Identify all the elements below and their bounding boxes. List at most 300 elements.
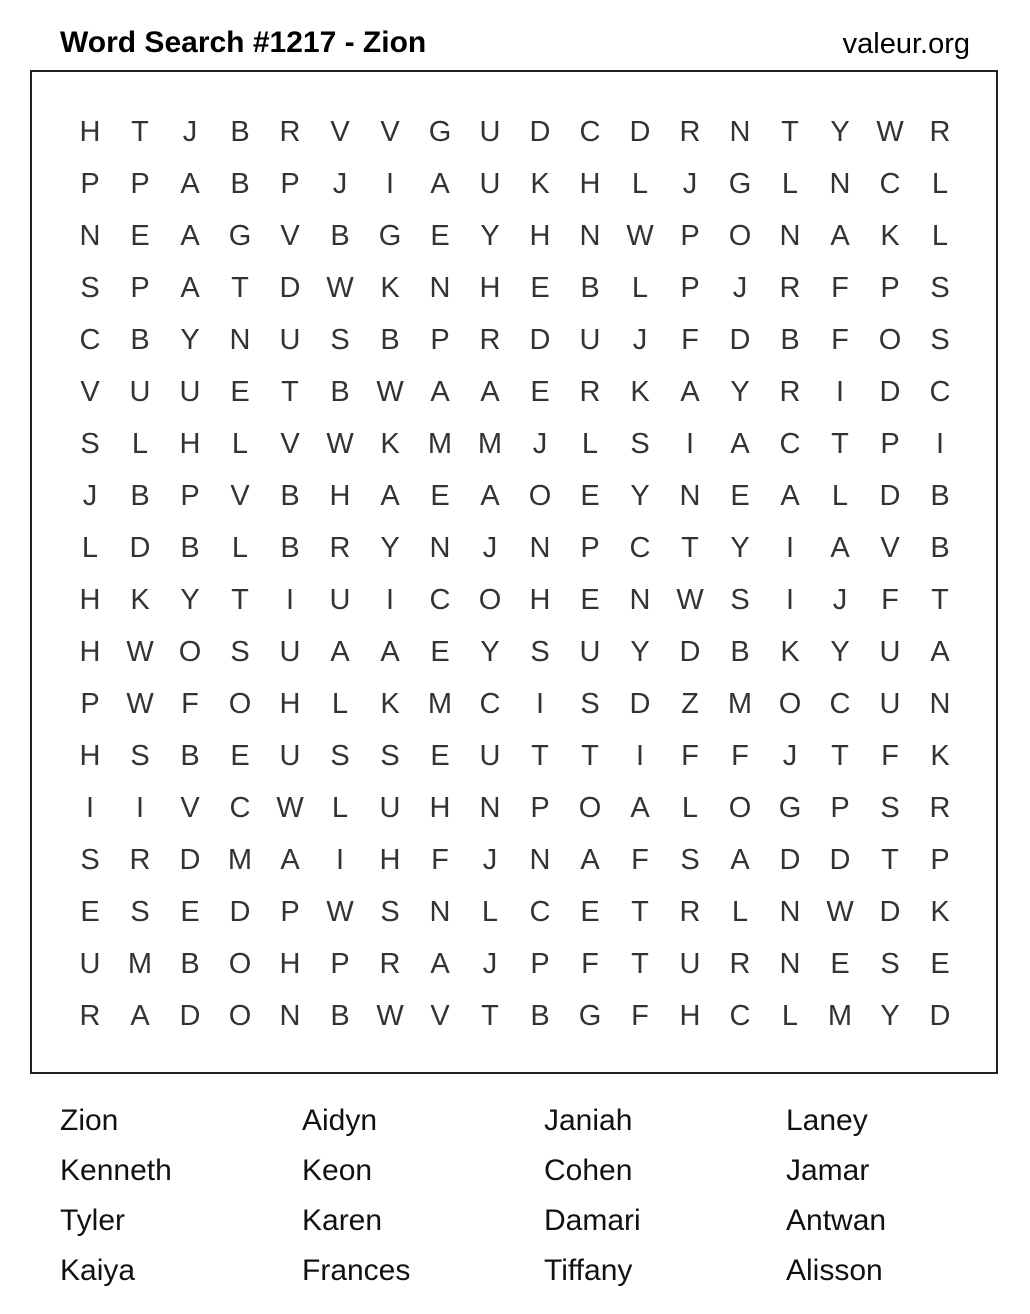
grid-cell: V bbox=[380, 116, 400, 148]
grid-cell: A bbox=[830, 220, 850, 252]
grid-cell: O bbox=[228, 948, 252, 980]
grid-cell: S bbox=[530, 636, 550, 668]
grid-cell: L bbox=[631, 272, 649, 304]
grid-cell: W bbox=[826, 896, 854, 928]
grid-cell: A bbox=[780, 480, 800, 512]
grid-cell: F bbox=[881, 584, 899, 616]
word-list-item: Kaiya bbox=[60, 1254, 136, 1287]
grid-cell: W bbox=[326, 272, 354, 304]
grid-cell: N bbox=[429, 272, 451, 304]
grid-cell: T bbox=[881, 844, 899, 876]
grid-cell: T bbox=[931, 584, 949, 616]
grid-cell: D bbox=[879, 480, 901, 512]
grid-cell: S bbox=[230, 636, 250, 668]
grid-cell: S bbox=[330, 324, 350, 356]
grid-cell: D bbox=[529, 324, 551, 356]
grid-cell: N bbox=[929, 688, 951, 720]
grid-cell: W bbox=[876, 116, 904, 148]
grid-cell: I bbox=[535, 688, 545, 720]
grid-cell: E bbox=[130, 220, 150, 252]
grid-cell: I bbox=[935, 428, 945, 460]
word-list-item: Aidyn bbox=[302, 1104, 378, 1137]
word-list-item: Jamar bbox=[786, 1154, 870, 1187]
grid-cell: U bbox=[479, 740, 501, 772]
grid-cell: J bbox=[532, 428, 548, 460]
grid-cell: W bbox=[126, 636, 154, 668]
grid-cell: W bbox=[326, 428, 354, 460]
grid-cell: B bbox=[130, 324, 150, 356]
grid-cell: P bbox=[280, 896, 300, 928]
grid-cell: E bbox=[230, 376, 250, 408]
grid-cell: E bbox=[830, 948, 850, 980]
letter-grid bbox=[65, 106, 965, 1042]
grid-cell: N bbox=[629, 584, 651, 616]
grid-cell: T bbox=[631, 948, 649, 980]
word-list-item: Antwan bbox=[786, 1204, 887, 1237]
grid-cell: J bbox=[782, 740, 798, 772]
word-list bbox=[60, 1096, 1028, 1296]
grid-cell: A bbox=[180, 168, 200, 200]
grid-cell: W bbox=[126, 688, 154, 720]
grid-cell: S bbox=[680, 844, 700, 876]
grid-cell: Y bbox=[380, 532, 400, 564]
word-list-item: Kenneth bbox=[60, 1154, 172, 1187]
grid-cell: F bbox=[731, 740, 749, 772]
grid-cell: L bbox=[331, 792, 349, 824]
grid-cell: U bbox=[79, 948, 101, 980]
grid-cell: K bbox=[930, 740, 950, 772]
grid-cell: B bbox=[330, 220, 350, 252]
site-name: valeur.org bbox=[842, 28, 970, 60]
grid-cell: E bbox=[230, 740, 250, 772]
grid-cell: E bbox=[580, 584, 600, 616]
grid-cell: G bbox=[578, 1000, 602, 1032]
grid-cell: B bbox=[230, 168, 250, 200]
grid-cell: I bbox=[785, 584, 795, 616]
grid-cell: B bbox=[930, 532, 950, 564]
grid-cell: S bbox=[930, 324, 950, 356]
grid-cell: L bbox=[581, 428, 599, 460]
grid-cell: I bbox=[385, 584, 395, 616]
grid-cell: G bbox=[428, 116, 452, 148]
grid-cell: U bbox=[279, 324, 301, 356]
grid-cell: T bbox=[581, 740, 599, 772]
grid-cell: H bbox=[79, 584, 101, 616]
grid-cell: T bbox=[231, 584, 249, 616]
grid-cell: O bbox=[228, 688, 252, 720]
grid-cell: O bbox=[478, 584, 502, 616]
grid-cell: J bbox=[832, 584, 848, 616]
grid-cell: M bbox=[127, 948, 153, 980]
grid-cell: L bbox=[481, 896, 499, 928]
grid-cell: P bbox=[330, 948, 350, 980]
grid-cell: H bbox=[79, 740, 101, 772]
grid-cell: C bbox=[879, 168, 901, 200]
grid-cell: E bbox=[180, 896, 200, 928]
grid-cell: L bbox=[781, 168, 799, 200]
grid-cell: H bbox=[79, 116, 101, 148]
grid-cell: U bbox=[879, 688, 901, 720]
grid-cell: Y bbox=[830, 636, 850, 668]
grid-cell: O bbox=[578, 792, 602, 824]
grid-cell: U bbox=[279, 740, 301, 772]
grid-cell: F bbox=[581, 948, 599, 980]
grid-cell: E bbox=[430, 636, 450, 668]
grid-cell: P bbox=[680, 220, 700, 252]
grid-cell: K bbox=[380, 428, 400, 460]
grid-cell: I bbox=[135, 792, 145, 824]
grid-cell: N bbox=[429, 896, 451, 928]
grid-cell: U bbox=[579, 324, 601, 356]
grid-cell: E bbox=[530, 376, 550, 408]
grid-cell: N bbox=[529, 844, 551, 876]
grid-cell: D bbox=[879, 896, 901, 928]
grid-cell: A bbox=[430, 168, 450, 200]
grid-cell: F bbox=[681, 324, 699, 356]
grid-cell: U bbox=[279, 636, 301, 668]
grid-cell: B bbox=[930, 480, 950, 512]
grid-cell: R bbox=[679, 896, 701, 928]
grid-cell: U bbox=[479, 168, 501, 200]
grid-cell: V bbox=[280, 220, 300, 252]
grid-cell: C bbox=[829, 688, 851, 720]
word-list-item: Keon bbox=[302, 1154, 373, 1187]
grid-cell: H bbox=[579, 168, 601, 200]
grid-cell: N bbox=[579, 220, 601, 252]
grid-cell: Y bbox=[830, 116, 850, 148]
grid-cell: S bbox=[80, 272, 100, 304]
grid-cell: L bbox=[731, 896, 749, 928]
grid-cell: Y bbox=[180, 584, 200, 616]
grid-cell: P bbox=[80, 168, 100, 200]
grid-cell: N bbox=[729, 116, 751, 148]
grid-cell: N bbox=[679, 480, 701, 512]
grid-cell: J bbox=[482, 948, 498, 980]
grid-cell: W bbox=[676, 584, 704, 616]
grid-cell: G bbox=[728, 168, 752, 200]
grid-cell: D bbox=[279, 272, 301, 304]
grid-cell: S bbox=[730, 584, 750, 616]
grid-cell: T bbox=[281, 376, 299, 408]
grid-cell: S bbox=[380, 896, 400, 928]
grid-cell: W bbox=[326, 896, 354, 928]
grid-cell: F bbox=[681, 740, 699, 772]
grid-cell: S bbox=[130, 740, 150, 772]
grid-cell: C bbox=[779, 428, 801, 460]
grid-cell: P bbox=[830, 792, 850, 824]
grid-cell: H bbox=[529, 220, 551, 252]
grid-cell: D bbox=[179, 844, 201, 876]
grid-cell: P bbox=[130, 168, 150, 200]
grid-cell: M bbox=[427, 688, 453, 720]
grid-cell: O bbox=[228, 1000, 252, 1032]
grid-cell: P bbox=[580, 532, 600, 564]
grid-cell: E bbox=[80, 896, 100, 928]
grid-cell: K bbox=[130, 584, 150, 616]
grid-cell: F bbox=[181, 688, 199, 720]
grid-cell: A bbox=[380, 480, 400, 512]
grid-cell: W bbox=[626, 220, 654, 252]
grid-cell: S bbox=[130, 896, 150, 928]
grid-cell: R bbox=[929, 116, 951, 148]
grid-cell: B bbox=[230, 116, 250, 148]
grid-cell: K bbox=[880, 220, 900, 252]
grid-cell: K bbox=[380, 688, 400, 720]
grid-cell: P bbox=[180, 480, 200, 512]
grid-cell: U bbox=[179, 376, 201, 408]
word-list-item: Zion bbox=[60, 1104, 119, 1137]
grid-cell: K bbox=[780, 636, 800, 668]
grid-cell: I bbox=[635, 740, 645, 772]
grid-cell: N bbox=[479, 792, 501, 824]
grid-cell: B bbox=[130, 480, 150, 512]
grid-cell: P bbox=[880, 272, 900, 304]
grid-cell: D bbox=[229, 896, 251, 928]
grid-cell: B bbox=[380, 324, 400, 356]
grid-cell: N bbox=[429, 532, 451, 564]
grid-cell: S bbox=[630, 428, 650, 460]
grid-cell: S bbox=[880, 948, 900, 980]
grid-cell: O bbox=[728, 792, 752, 824]
word-list-item: Alisson bbox=[786, 1254, 883, 1287]
grid-cell: A bbox=[730, 844, 750, 876]
grid-cell: P bbox=[930, 844, 950, 876]
grid-cell: D bbox=[729, 324, 751, 356]
grid-cell: C bbox=[429, 584, 451, 616]
grid-cell: F bbox=[831, 272, 849, 304]
grid-cell: Z bbox=[681, 688, 699, 720]
grid-cell: L bbox=[681, 792, 699, 824]
grid-cell: P bbox=[880, 428, 900, 460]
grid-cell: T bbox=[681, 532, 699, 564]
grid-cell: L bbox=[231, 428, 249, 460]
grid-cell: U bbox=[129, 376, 151, 408]
grid-cell: A bbox=[130, 1000, 150, 1032]
grid-cell: C bbox=[229, 792, 251, 824]
grid-cell: B bbox=[180, 740, 200, 772]
grid-cell: Y bbox=[880, 1000, 900, 1032]
grid-cell: S bbox=[330, 740, 350, 772]
grid-cell: J bbox=[182, 116, 198, 148]
grid-cell: B bbox=[730, 636, 750, 668]
grid-cell: B bbox=[330, 1000, 350, 1032]
grid-cell: L bbox=[831, 480, 849, 512]
grid-cell: K bbox=[530, 168, 550, 200]
grid-cell: E bbox=[430, 480, 450, 512]
grid-cell: O bbox=[778, 688, 802, 720]
grid-cell: I bbox=[835, 376, 845, 408]
grid-cell: C bbox=[629, 532, 651, 564]
grid-cell: A bbox=[580, 844, 600, 876]
grid-cell: T bbox=[781, 116, 799, 148]
grid-cell: N bbox=[779, 948, 801, 980]
grid-cell: P bbox=[130, 272, 150, 304]
grid-cell: A bbox=[630, 792, 650, 824]
grid-cell: P bbox=[680, 272, 700, 304]
grid-cell: P bbox=[530, 948, 550, 980]
grid-cell: V bbox=[430, 1000, 450, 1032]
grid-cell: E bbox=[580, 896, 600, 928]
grid-cell: V bbox=[330, 116, 350, 148]
grid-cell: I bbox=[85, 792, 95, 824]
grid-cell: C bbox=[579, 116, 601, 148]
grid-cell: M bbox=[477, 428, 503, 460]
grid-cell: D bbox=[629, 116, 651, 148]
word-list-item: Tyler bbox=[60, 1204, 126, 1237]
grid-cell: R bbox=[929, 792, 951, 824]
grid-cell: R bbox=[329, 532, 351, 564]
grid-cell: L bbox=[631, 168, 649, 200]
grid-cell: L bbox=[81, 532, 99, 564]
grid-cell: Y bbox=[630, 480, 650, 512]
grid-cell: E bbox=[430, 740, 450, 772]
word-list-item: Tiffany bbox=[544, 1254, 633, 1287]
grid-cell: N bbox=[779, 220, 801, 252]
grid-cell: S bbox=[80, 844, 100, 876]
grid-cell: H bbox=[679, 1000, 701, 1032]
grid-cell: E bbox=[580, 480, 600, 512]
grid-cell: B bbox=[180, 532, 200, 564]
grid-cell: B bbox=[180, 948, 200, 980]
grid-cell: R bbox=[279, 116, 301, 148]
grid-cell: M bbox=[427, 428, 453, 460]
grid-cell: F bbox=[881, 740, 899, 772]
grid-cell: Y bbox=[630, 636, 650, 668]
grid-cell: A bbox=[430, 948, 450, 980]
grid-cell: N bbox=[529, 532, 551, 564]
grid-cell: P bbox=[430, 324, 450, 356]
grid-cell: I bbox=[785, 532, 795, 564]
grid-cell: N bbox=[229, 324, 251, 356]
grid-cell: M bbox=[827, 1000, 853, 1032]
grid-cell: M bbox=[727, 688, 753, 720]
grid-cell: F bbox=[631, 1000, 649, 1032]
grid-cell: P bbox=[530, 792, 550, 824]
grid-cell: R bbox=[129, 844, 151, 876]
page-title: Word Search #1217 - Zion bbox=[60, 26, 427, 59]
grid-cell: R bbox=[379, 948, 401, 980]
grid-cell: J bbox=[332, 168, 348, 200]
grid-cell: M bbox=[227, 844, 253, 876]
grid-cell: P bbox=[280, 168, 300, 200]
grid-cell: C bbox=[529, 896, 551, 928]
grid-cell: C bbox=[729, 1000, 751, 1032]
grid-cell: J bbox=[82, 480, 98, 512]
grid-cell: V bbox=[280, 428, 300, 460]
grid-cell: B bbox=[280, 480, 300, 512]
grid-cell: W bbox=[376, 376, 404, 408]
grid-cell: V bbox=[230, 480, 250, 512]
grid-cell: R bbox=[779, 376, 801, 408]
grid-cell: U bbox=[879, 636, 901, 668]
grid-cell: H bbox=[279, 948, 301, 980]
grid-cell: A bbox=[280, 844, 300, 876]
grid-cell: J bbox=[482, 844, 498, 876]
grid-cell: T bbox=[231, 272, 249, 304]
grid-cell: A bbox=[830, 532, 850, 564]
grid-cell: C bbox=[79, 324, 101, 356]
grid-cell: S bbox=[80, 428, 100, 460]
grid-cell: G bbox=[378, 220, 402, 252]
grid-cell: D bbox=[929, 1000, 951, 1032]
grid-cell: U bbox=[329, 584, 351, 616]
word-list-item: Janiah bbox=[544, 1104, 633, 1137]
grid-cell: I bbox=[685, 428, 695, 460]
grid-cell: S bbox=[880, 792, 900, 824]
grid-cell: A bbox=[480, 376, 500, 408]
grid-cell: N bbox=[829, 168, 851, 200]
grid-cell: B bbox=[530, 1000, 550, 1032]
grid-cell: L bbox=[331, 688, 349, 720]
grid-cell: O bbox=[528, 480, 552, 512]
grid-cell: L bbox=[781, 1000, 799, 1032]
grid-cell: Y bbox=[480, 220, 500, 252]
grid-cell: R bbox=[579, 376, 601, 408]
grid-cell: J bbox=[682, 168, 698, 200]
grid-cell: L bbox=[231, 532, 249, 564]
grid-cell: N bbox=[779, 896, 801, 928]
grid-cell: R bbox=[79, 1000, 101, 1032]
grid-cell: C bbox=[479, 688, 501, 720]
grid-cell: F bbox=[631, 844, 649, 876]
grid-cell: I bbox=[335, 844, 345, 876]
grid-cell: J bbox=[732, 272, 748, 304]
grid-cell: T bbox=[831, 740, 849, 772]
grid-cell: V bbox=[880, 532, 900, 564]
grid-cell: A bbox=[480, 480, 500, 512]
grid-cell: H bbox=[279, 688, 301, 720]
grid-cell: R bbox=[779, 272, 801, 304]
grid-cell: B bbox=[330, 376, 350, 408]
grid-cell: T bbox=[131, 116, 149, 148]
word-list-item: Damari bbox=[544, 1204, 641, 1237]
grid-cell: W bbox=[376, 1000, 404, 1032]
grid-cell: P bbox=[80, 688, 100, 720]
word-list-item: Laney bbox=[786, 1104, 868, 1137]
grid-cell: D bbox=[529, 116, 551, 148]
grid-cell: Y bbox=[730, 376, 750, 408]
grid-cell: A bbox=[430, 376, 450, 408]
word-list-item: Karen bbox=[302, 1204, 383, 1237]
grid-cell: T bbox=[531, 740, 549, 772]
grid-cell: O bbox=[878, 324, 902, 356]
grid-cell: I bbox=[385, 168, 395, 200]
grid-cell: B bbox=[780, 324, 800, 356]
grid-cell: F bbox=[431, 844, 449, 876]
grid-cell: H bbox=[329, 480, 351, 512]
grid-cell: U bbox=[679, 948, 701, 980]
grid-cell: L bbox=[931, 220, 949, 252]
grid-cell: F bbox=[831, 324, 849, 356]
grid-cell: J bbox=[632, 324, 648, 356]
grid-cell: N bbox=[279, 1000, 301, 1032]
grid-cell: Y bbox=[180, 324, 200, 356]
puzzle-box bbox=[30, 70, 998, 1074]
grid-cell: L bbox=[131, 428, 149, 460]
grid-cell: U bbox=[379, 792, 401, 824]
grid-cell: R bbox=[479, 324, 501, 356]
grid-cell: A bbox=[380, 636, 400, 668]
grid-cell: U bbox=[579, 636, 601, 668]
page-header bbox=[60, 26, 970, 70]
grid-cell: O bbox=[178, 636, 202, 668]
grid-cell: G bbox=[228, 220, 252, 252]
grid-cell: T bbox=[481, 1000, 499, 1032]
grid-cell: B bbox=[580, 272, 600, 304]
grid-cell: E bbox=[730, 480, 750, 512]
grid-cell: A bbox=[180, 272, 200, 304]
grid-cell: R bbox=[729, 948, 751, 980]
